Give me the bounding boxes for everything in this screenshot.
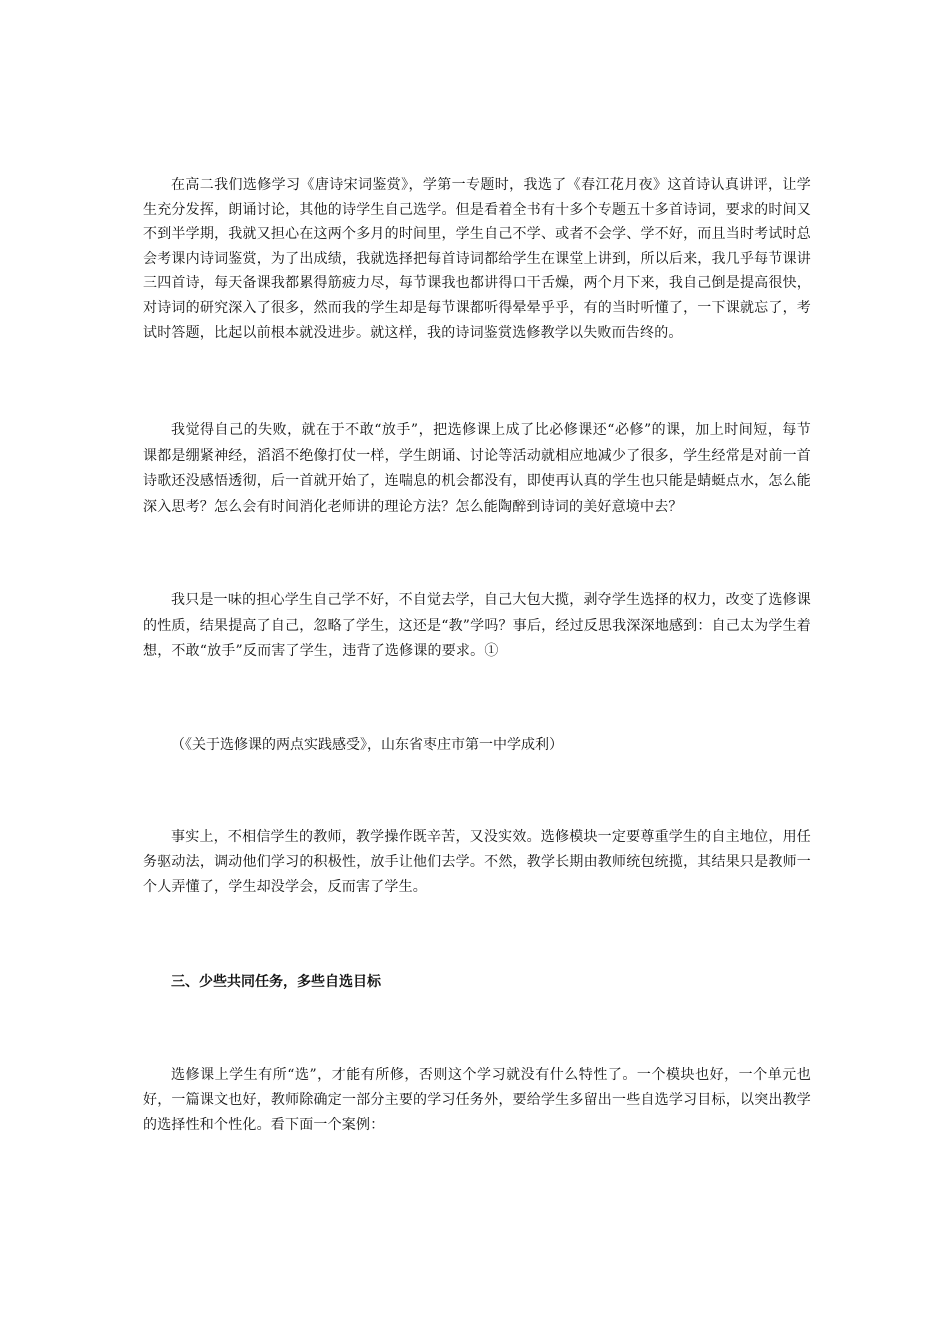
paragraph-2: 我觉得自己的失败，就在于不敢“放手”，把选修课上成了比必修课还“必修”的课，加上时间短，每节课都是绷紧神经，滔滔不绝像打仗一样，学生朗诵、讨论等活动就相应地减少了很多，学生经常是对前一首诗歌还没感悟透彻，后一首就开始了，连喘息的机会都没有，即使再认真的学生也只能是蜻蜓点水，怎么能深入思考？怎么会有时间消化老师讲的理论方法？怎么能陶醉到诗词的美好意境中去？ — [143, 422, 811, 515]
paragraph-4: 事实上，不相信学生的教师，教学操作既辛苦，又没实效。选修模块一定要尊重学生的自主地位，用任务驱动法，调动他们学习的积极性，放手让他们去学。不然，教学长期由教师统包统揽，其结果只是教师一个人弄懂了，学生却没学会，反而害了学生。 — [143, 829, 811, 895]
citation: （《关于选修课的两点实践感受》，山东省枣庄市第一中学成利） — [171, 737, 563, 753]
paragraph-1: 在高二我们选修学习《唐诗宋词鉴赏》，学第一专题时，我选了《春江花月夜》这首诗认真讲评，让学生充分发挥，朗诵讨论，其他的诗学生自己选学。但是看着全书有十多个专题五十多首诗词，要求的时间又不到半学期，我就又担心在这两个多月的时间里，学生自己不学、或者不会学、学不好，而且当时考试时总会考课内诗词鉴赏，为了出成绩，我就选择把每首诗词都给学生在课堂上讲到，所以后来，我几乎每节课讲三四首诗，每天备课我都累得筋疲力尽，每节课我也都讲得口干舌燥，两个月下来，我自己倒是提高很快，对诗词的研究深入了很多，然而我的学生却是每节课都听得晕晕乎乎，有的当时听懂了，一下课就忘了，考试时答题，比起以前根本就没进步。就这样，我的诗词鉴赏选修教学以失败而告终的。 — [143, 177, 811, 341]
paragraph-5: 选修课上学生有所“选”，才能有所修，否则这个学习就没有什么特性了。一个模块也好，一个单元也好，一篇课文也好，教师除确定一部分主要的学习任务外，要给学生多留出一些自选学习目标，以突出教学的选择性和个性化。看下面一个案例： — [143, 1067, 811, 1133]
paragraph-3: 我只是一味的担心学生自己学不好，不自觉去学，自己大包大揽，剥夺学生选择的权力，改变了选修课的性质，结果提高了自己，忽略了学生，这还是“教”学吗？事后，经过反思我深深地感到：自己太为学生着想，不敢“放手”反而害了学生，违背了选修课的要求。① — [143, 592, 811, 659]
section-heading: 三、少些共同任务，多些自选目标 — [171, 974, 381, 990]
